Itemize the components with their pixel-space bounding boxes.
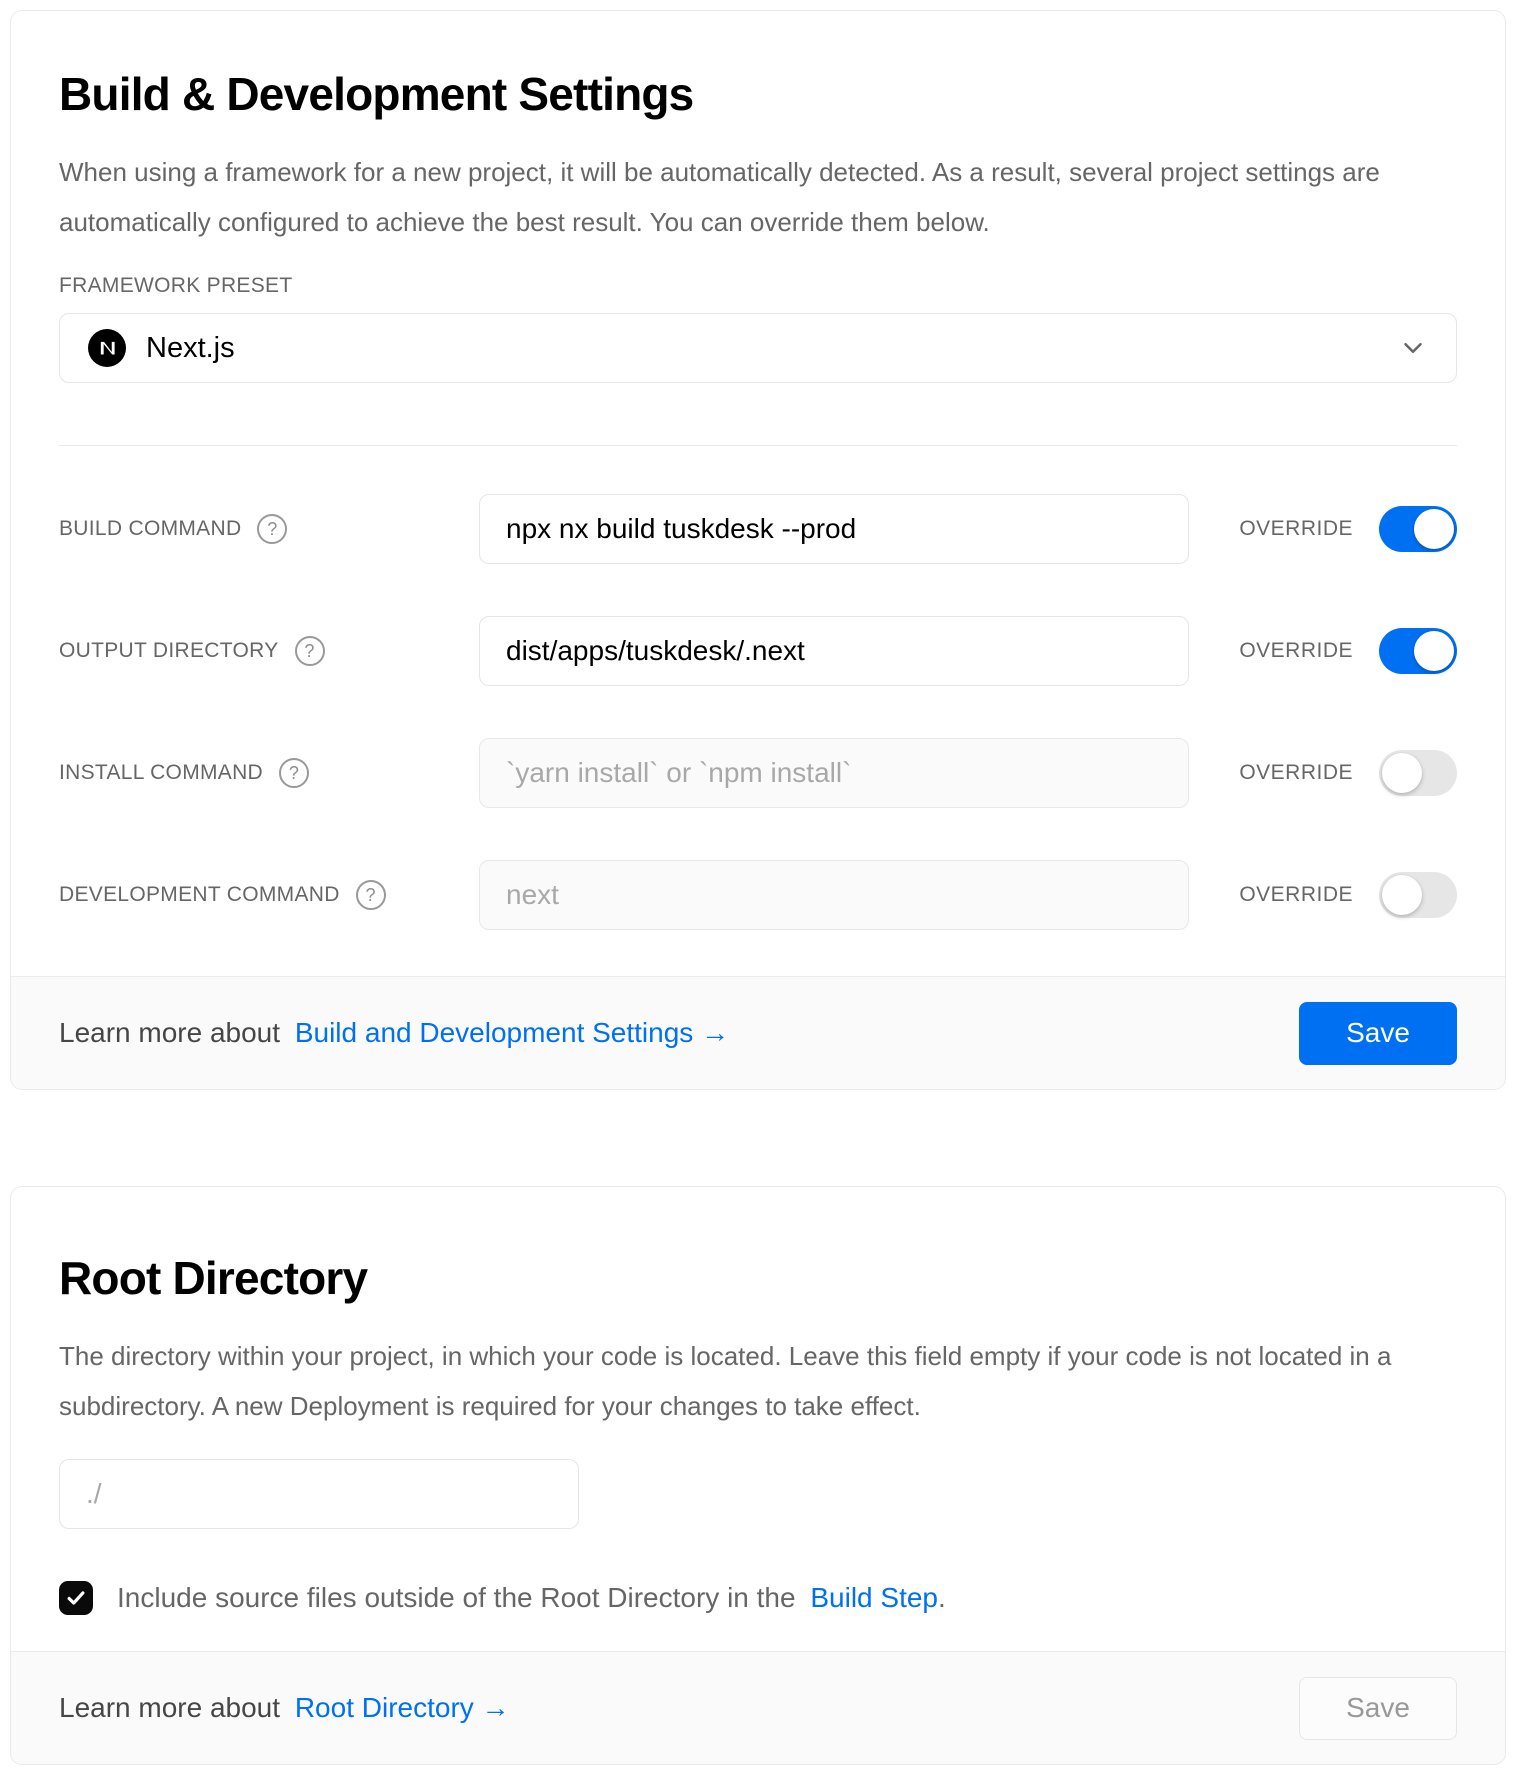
chevron-down-icon	[1398, 333, 1428, 363]
build-command-row	[59, 494, 1457, 564]
install-command-input[interactable]	[479, 738, 1189, 808]
toggle-knob	[1382, 875, 1422, 915]
build-command-label: BUILD COMMAND	[59, 517, 242, 540]
framework-preset-value: Next.js	[146, 331, 235, 364]
build-settings-docs-link[interactable]: Build and Development Settings →	[294, 1017, 730, 1048]
override-label: OVERRIDE	[1239, 761, 1353, 784]
development-command-label-group	[59, 880, 479, 910]
checkmark-icon	[65, 1587, 87, 1609]
build-settings-card	[10, 10, 1506, 1090]
learn-more-text	[59, 1692, 510, 1724]
build-settings-description: When using a framework for a new project, it will be automatically detected. As a result, several project settings are automatically configured to achieve the best result. You can override them below.	[59, 157, 1380, 237]
install-command-label-group	[59, 758, 479, 788]
checkbox-label-prefix: Include source files outside of the Root Directory in the	[117, 1582, 796, 1613]
output-directory-override-toggle[interactable]	[1379, 628, 1457, 674]
development-command-input[interactable]	[479, 860, 1189, 930]
root-directory-card	[10, 1186, 1506, 1765]
install-command-label: INSTALL COMMAND	[59, 761, 264, 784]
learn-more-prefix: Learn more about	[59, 1017, 281, 1048]
build-command-override-toggle[interactable]	[1379, 506, 1457, 552]
toggle-knob	[1414, 509, 1454, 549]
framework-preset-select[interactable]	[59, 313, 1457, 383]
build-settings-footer	[11, 976, 1505, 1089]
help-icon[interactable]: ?	[356, 880, 386, 910]
development-command-row	[59, 860, 1457, 930]
help-icon[interactable]: ?	[257, 514, 287, 544]
root-directory-docs-link[interactable]: Root Directory →	[294, 1692, 510, 1723]
install-command-override-toggle[interactable]	[1379, 750, 1457, 796]
save-button[interactable]: Save	[1299, 1002, 1457, 1065]
override-label: OVERRIDE	[1239, 639, 1353, 662]
toggle-knob	[1382, 753, 1422, 793]
build-step-link[interactable]: Build Step	[810, 1582, 938, 1613]
development-command-override-toggle[interactable]	[1379, 872, 1457, 918]
learn-more-prefix: Learn more about	[59, 1692, 281, 1723]
framework-preset-label: FRAMEWORK PRESET	[59, 274, 293, 297]
include-source-files-row	[59, 1581, 1457, 1615]
development-command-label: DEVELOPMENT COMMAND	[59, 883, 340, 906]
checkbox-label-suffix: .	[938, 1582, 946, 1613]
root-directory-description: The directory within your project, in which your code is located. Leave this field empty if your code is not located in a subdirectory. A new Deployment is required for your changes to take effect.	[59, 1341, 1392, 1421]
help-icon[interactable]: ?	[295, 636, 325, 666]
override-label: OVERRIDE	[1239, 517, 1353, 540]
install-command-row	[59, 738, 1457, 808]
override-label: OVERRIDE	[1239, 883, 1353, 906]
build-command-label-group	[59, 514, 479, 544]
build-settings-title: Build & Development Settings	[59, 68, 694, 120]
output-directory-input[interactable]	[479, 616, 1189, 686]
root-directory-input[interactable]	[59, 1459, 579, 1529]
learn-more-text	[59, 1017, 729, 1049]
root-directory-footer	[11, 1651, 1505, 1764]
root-directory-title: Root Directory	[59, 1252, 368, 1304]
include-source-files-checkbox[interactable]	[59, 1581, 93, 1615]
include-source-files-label	[117, 1582, 946, 1614]
output-directory-row	[59, 616, 1457, 686]
build-command-input[interactable]	[479, 494, 1189, 564]
nextjs-logo-icon	[88, 329, 126, 367]
output-directory-label: OUTPUT DIRECTORY	[59, 639, 279, 662]
output-directory-label-group	[59, 636, 479, 666]
toggle-knob	[1414, 631, 1454, 671]
save-button-disabled[interactable]: Save	[1299, 1677, 1457, 1740]
section-divider	[59, 445, 1457, 446]
help-icon[interactable]: ?	[279, 758, 309, 788]
